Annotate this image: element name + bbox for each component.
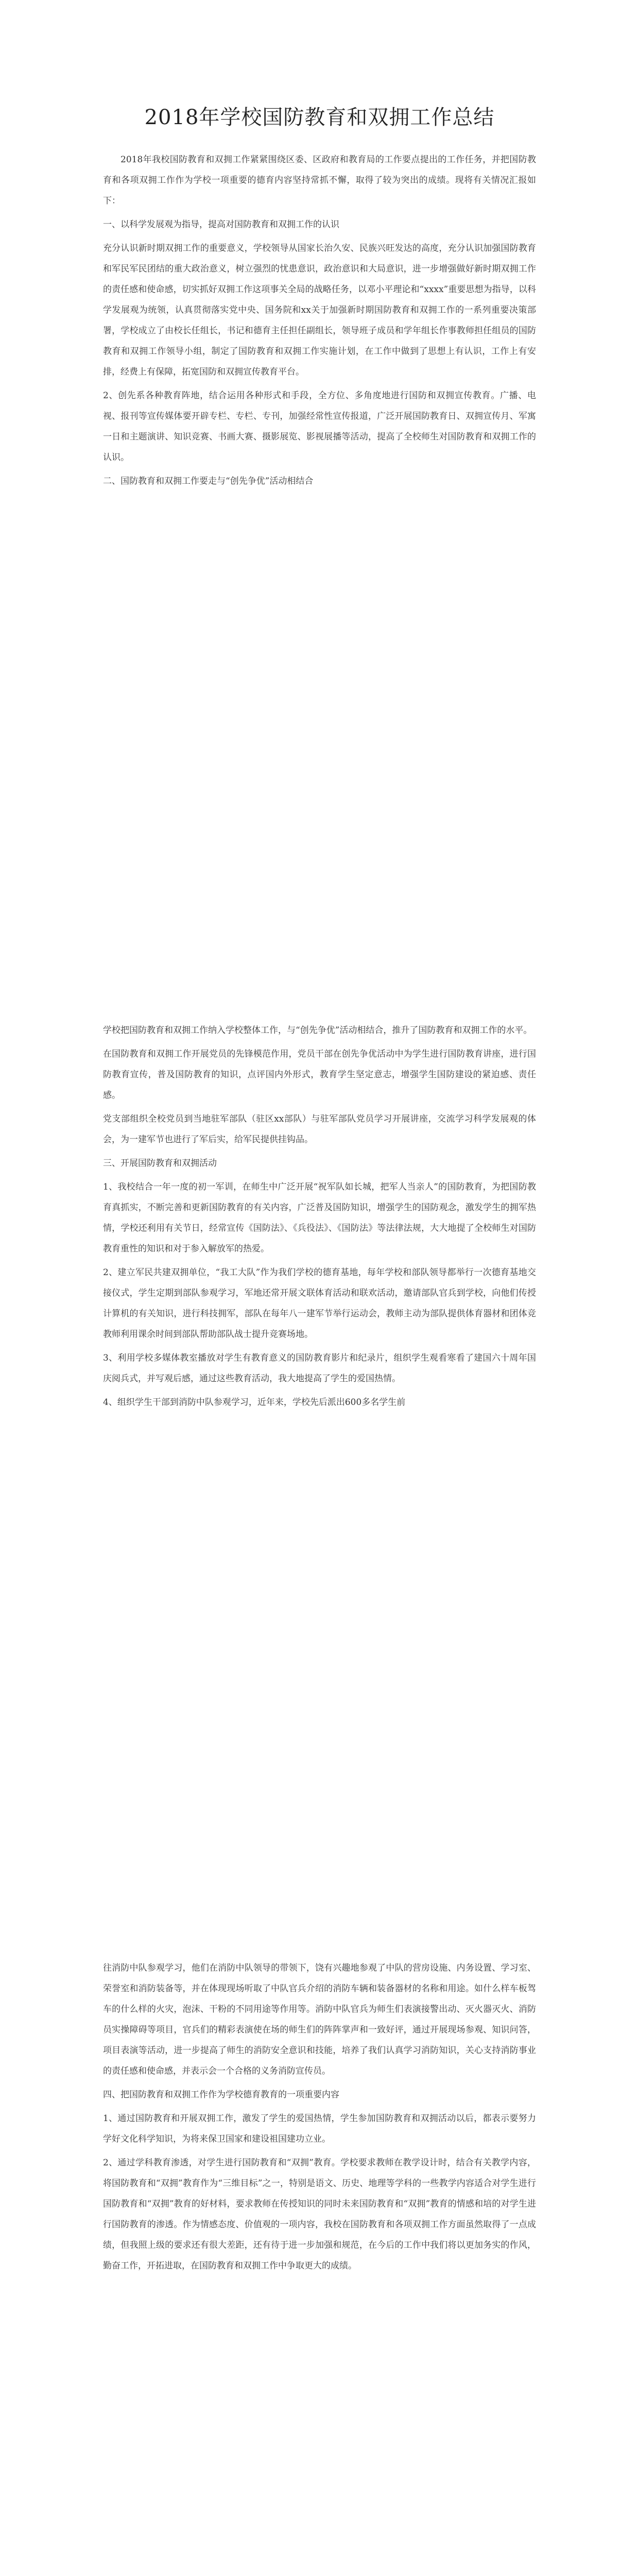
paragraph: 4、组织学生干部到消防中队参观学习，近年来，学校先后派出600多名学生前 — [103, 1397, 406, 1408]
paragraph: 2、创先系各种教育阵地，结合运用各种形式和手段，全方位、多角度地进行国防和双拥宣传教育。广播、电视、报刊等宣传媒体要开辟专栏、专栏、专刊，加强经常性宣传报道，广泛开展国防教育日、双拥宣传月、军寓一日和主题演讲、知识竞赛、书画大赛、摄影展览、影视展播等活动，提高了全校师生对国防教育和双拥工作的认识。 — [103, 391, 536, 463]
paragraph: 1、我校结合一年一度的初一军训，在师生中广泛开展“祝军队如长城，把军人当亲人”的国防教育，为把国防教育真抓实，不断完善和更新国防教育的有关内容，广泛普及国防知识，增强学生的国防观念，激发学生的拥军热情，学校还利用有关节日，经常宣传《国防法》、《兵役法》、《国防法》等法律法规，大大地提了全校师生对国防教育重性的知识和对于参入解放军的热爱。 — [103, 1182, 536, 1254]
document-title: 2018年学校国防教育和双拥工作总结 — [144, 105, 495, 129]
paragraph: 充分认识新时期双拥工作的重要意义，学校领导从国家长治久安、民族兴旺发达的高度，充分认识加强国防教育和军民军民团结的重大政治意义，树立强烈的忧患意识，政治意识和大局意识，进一步增强做好新时期双拥工作的责任感和使命感，切实抓好双拥工作这项事关全局的战略任务，以邓小平理论和“xxxx”重要思想为指导，以科学发展观为统领，认真贯彻落实党中央、国务院和xx关于加强新时期国防教育和双拥工作的一系列重要决策部署，学校成立了由校长任组长，书记和德育主任担任副组长，领导班子成员和学年组长作事教师担任组员的国防教育和双拥工作领导小组，制定了国防教育和双拥工作实施计划，在工作中做到了思想上有认识，工作上有安排，经费上有保障，拓宽国防和双拥宣传教育平台。 — [103, 243, 536, 377]
heading-part-4: 四、把国防教育和双拥工作作为学校德育教育的一项重要内容 — [103, 2090, 339, 2100]
section-part-3 — [103, 1958, 536, 2279]
paragraph: 在国防教育和双拥工作开展党员的先锋模范作用，党员干部在创先争优活动中为学生进行国防教育讲座，进行国防教育宣传，普及国防教育的知识，点评国内外形式，教育学生坚定意志，增强学生国防建设的紧迫感、责任感。 — [103, 1049, 536, 1100]
paragraph: 2、通过学科教育渗透，对学生进行国防教育和“双拥”教育。学校要求教师在教学设计时，结合有关教学内容，将国防教育和“双拥”教育作为“三维目标”之一，特别是语文、历史、地理等学科的一些教学内容适合对学生进行国防教育和“双拥”教育的好材料，要求教师在传授知识的同时未来国防教育和“双拥”教育的情感和培的对学生进行国防教育的渗透。作为情感态度、价值观的一项内容，我校在国防教育和各项双拥工作方面虽然取得了一点成绩，但我照上级的要求还有很大差距，还有待于进一步加强和规范，在今后的工作中我们将以更加务实的作风，勤奋工作，开拓进取，在国防教育和双拥工作中争取更大的成绩。 — [103, 2158, 536, 2271]
paragraph: 1、通过国防教育和开展双拥工作，激发了学生的爱国热情，学生参加国防教育和双拥活动以后，都表示要努力学好文化科学知识，为将来保卫国家和建设祖国建功立业。 — [103, 2113, 536, 2144]
paragraph: 2、建立军民共建双拥单位，“我工大队”作为我们学校的德育基地，每年学校和部队领导都举行一次德育基地交接仪式，学生定期到部队参观学习，军地还常开展文联体育活动和联欢活动，邀请部队官兵到学校，向他们传授计算机的有关知识，进行科技拥军，部队在每年八一建军节举行运动会，教师主动为部队提供体育器材和团体竞教师利用课余时间到部队帮助部队战士提升竞赛场地。 — [103, 1267, 536, 1340]
heading-part-2: 二、国防教育和双拥工作要走与“创先争优”活动相结合 — [103, 476, 314, 486]
heading-part-3: 三、开展国防教育和双拥活动 — [103, 1158, 217, 1168]
section-part-2 — [103, 1020, 536, 1416]
paragraph: 学校把国防教育和双拥工作纳入学校整体工作，与“创先争优”活动相结合，推升了国防教育和双拥工作的水平。 — [103, 1025, 532, 1036]
paragraph: 3、利用学校多媒体教室播放对学生有教育意义的国防教育影片和纪录片，组织学生观看寒看了建国六十周年国庆阅兵式，并写观后感，通过这些教育活动，我大地提高了学生的爱国热情。 — [103, 1353, 536, 1384]
paragraph: 往消防中队参观学习，他们在消防中队领导的带领下，饶有兴趣地参观了中队的营房设施、内务设置、学习室、荣誉室和消防装备等，并在体现现场听取了中队官兵介绍的消防车辆和装备器材的名称和用途。如什么样车板驾车的什么样的火灾，泡沫、干粉的不同用途等作用等。消防中队官兵为师生们表演接警出动、灭火器灭火、消防员实操障碍等项目，官兵们的精彩表演使在场的师生们的阵阵掌声和一致好评，通过开展现场参观、知识问答，项目表演等活动，进一步提高了师生的消防安全意识和技能，培养了我们认真学习消防知识，关心支持消防事业的责任感和使命感，并表示会一个合格的义务消防宣传员。 — [103, 1963, 536, 2076]
section-part-1 — [103, 149, 536, 495]
intro-paragraph: 2018年我校国防教育和双拥工作紧紧围绕区委、区政府和教育局的工作要点提出的工作任务，并把国防教育和各项双拥工作作为学校一项重要的德育内容坚持常抓不懈，取得了较为突出的成绩。现将有关情况汇报如下： — [103, 155, 536, 206]
heading-part-1: 一、以科学发展观为指导，提高对国防教育和双拥工作的认识 — [103, 219, 339, 230]
paragraph: 党支部组织全校党员到当地驻军部队（驻区xx部队）与驻军部队党员学习开展讲座，交流学习科学发展观的体会，为一建军节也进行了军后实，给军民提供挂钩品。 — [103, 1114, 536, 1145]
